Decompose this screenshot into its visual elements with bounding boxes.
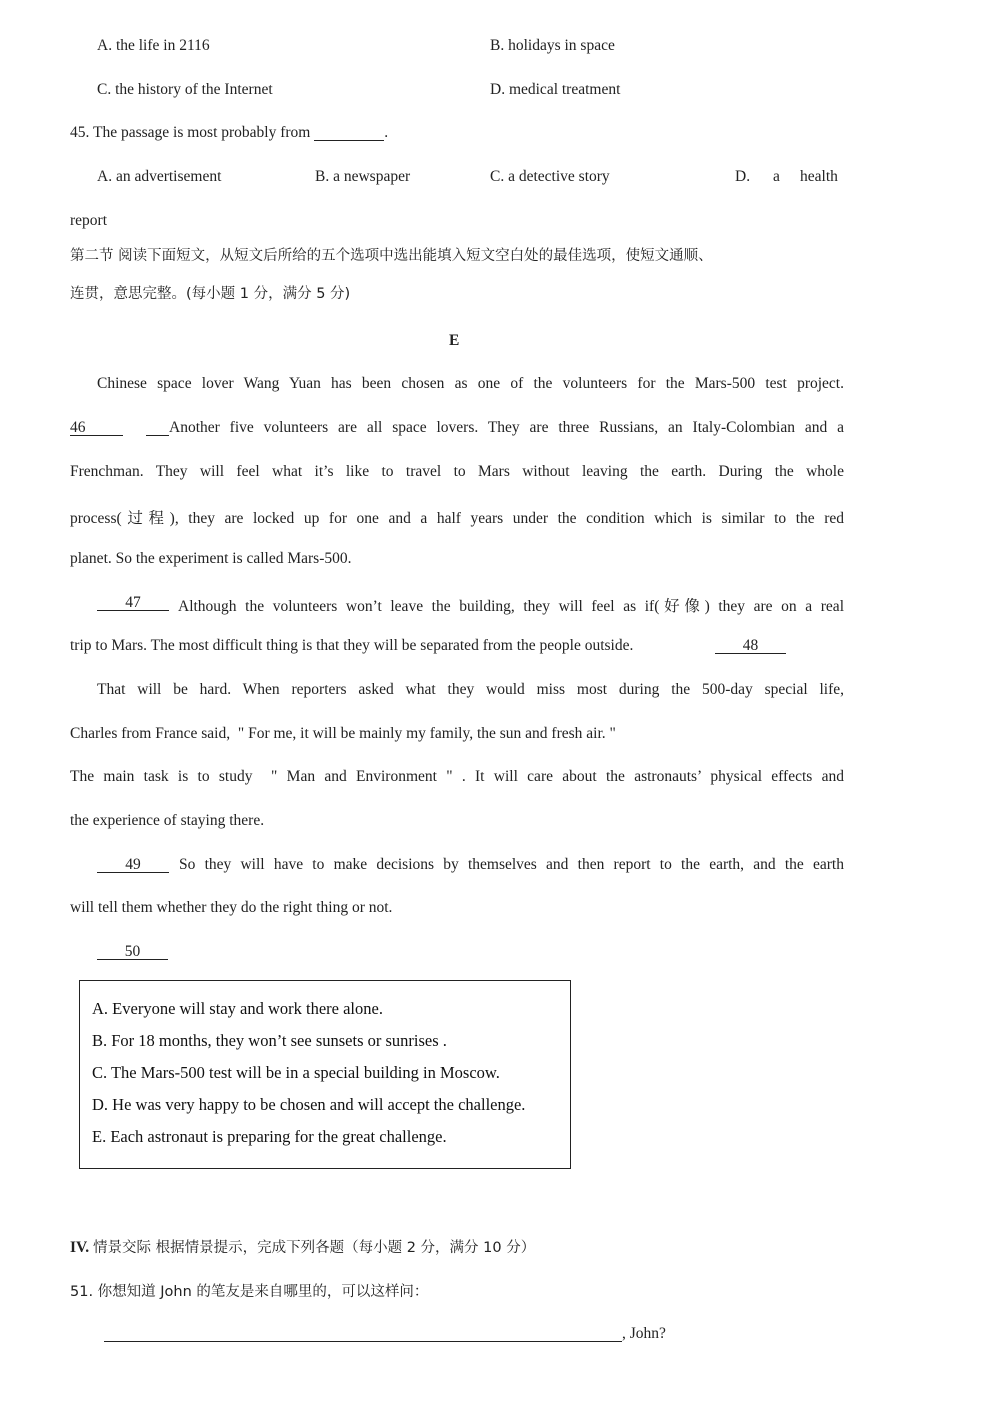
q45-option-b: B. a newspaper [315,168,411,185]
blank-49-wrap [97,856,169,874]
q51-answer-line [104,1325,666,1343]
q51-stem: 51. 你想知道 John 的笔友是来自哪里的，可以这样问： [70,1284,429,1300]
passage-p4-line2: the experience of staying there. [70,812,265,829]
passage-p5-line1: So they will have to make decisions by themselves and then report to the earth, and the earth [179,856,844,873]
blank-48: 48 [715,638,786,654]
blank-46-tail [146,419,169,437]
passage-p5-line2: will tell them whether they do the right thing or not. [70,899,393,916]
blank-47-wrap [97,594,169,612]
blank-47: 47 [97,595,169,611]
section2-instruction-line2: 连贯，意思完整。(每小题 1 分，满分 5 分) [70,286,351,302]
passage-p1-line1: Chinese space lover Wang Yuan has been chosen as one of the volunteers for the Mars-500 test project. [97,375,844,392]
q45-option-d-word1: a [773,168,780,185]
q45-option-d-continued: report [70,212,108,229]
blank-46-line [70,419,123,437]
section2-instruction-line1: 第二节 阅读下面短文，从短文后所给的五个选项中选出能填入短文空白处的最佳选项，使短文通顺、 [70,248,713,264]
answer-options-box [79,980,571,1169]
q45-option-c: C. a detective story [490,168,610,185]
blank-49: 49 [97,857,169,873]
passage-p3-line2: Charles from France said, " For me, it will be mainly my family, the sun and fresh air. " [70,725,616,742]
section4-heading [70,1236,535,1257]
passage-p1-line5: planet. So the experiment is called Mars-500. [70,550,352,567]
passage-p1-line2: Another five volunteers are all space lovers. They are three Russians, an Italy-Colombian and a [169,419,844,436]
section4-label: IV. [70,1239,90,1256]
blank-50: 50 [97,944,168,960]
q51-answer-blank[interactable] [104,1326,622,1342]
box-option-a: A. Everyone will stay and work there alone. [92,999,383,1018]
section4-text: 情景交际 根据情景提示，完成下列各题（每小题 2 分，满分 10 分） [92,1240,536,1256]
blank-46: 46 [70,420,123,436]
blank-50-wrap [97,943,168,961]
passage-p1-line4: process(过程), they are locked up for one and a half years under the condition which is similar to the red [70,510,844,527]
q45-stem-text: 45. The passage is most probably from [70,124,311,141]
q44-option-a: A. the life in 2116 [97,37,210,54]
passage-p2-line1: Although the volunteers won’t leave the building, they will feel as if(好像) they are on a real [178,598,844,615]
passage-p2-line2: trip to Mars. The most difficult thing is that they will be separated from the people outside. [70,637,634,654]
passage-p3-line1: That will be hard. When reporters asked what they would miss most during the 500-day special life, [97,681,844,698]
passage-p4-line1: The main task is to study " Man and Environment " . It will care about the astronauts’ physical effects and [70,768,844,785]
q45-option-d-letter: D. [735,168,751,185]
passage-p1-line3: Frenchman. They will feel what it’s like to travel to Mars without leaving the earth. During the whole [70,463,844,480]
blank-46-tail-line [146,420,169,436]
box-option-d: D. He was very happy to be chosen and will accept the challenge. [92,1095,526,1114]
blank-48-wrap [715,637,786,655]
box-option-e: E. Each astronaut is preparing for the great challenge. [92,1127,447,1146]
q45-option-a: A. an advertisement [97,168,222,185]
box-option-b: B. For 18 months, they won’t see sunsets or sunrises . [92,1031,447,1050]
box-option-c: C. The Mars-500 test will be in a special building in Moscow. [92,1063,500,1082]
q51-tail: , John? [622,1325,666,1342]
q45-option-d-word2: health [800,168,838,185]
passage-title: E [449,332,460,349]
q44-option-c: C. the history of the Internet [97,81,273,98]
q45-stem [70,124,388,142]
q44-option-b: B. holidays in space [490,37,615,54]
q45-stem-end: . [384,124,389,141]
q45-answer-blank [314,125,384,141]
q44-option-d: D. medical treatment [490,81,621,98]
